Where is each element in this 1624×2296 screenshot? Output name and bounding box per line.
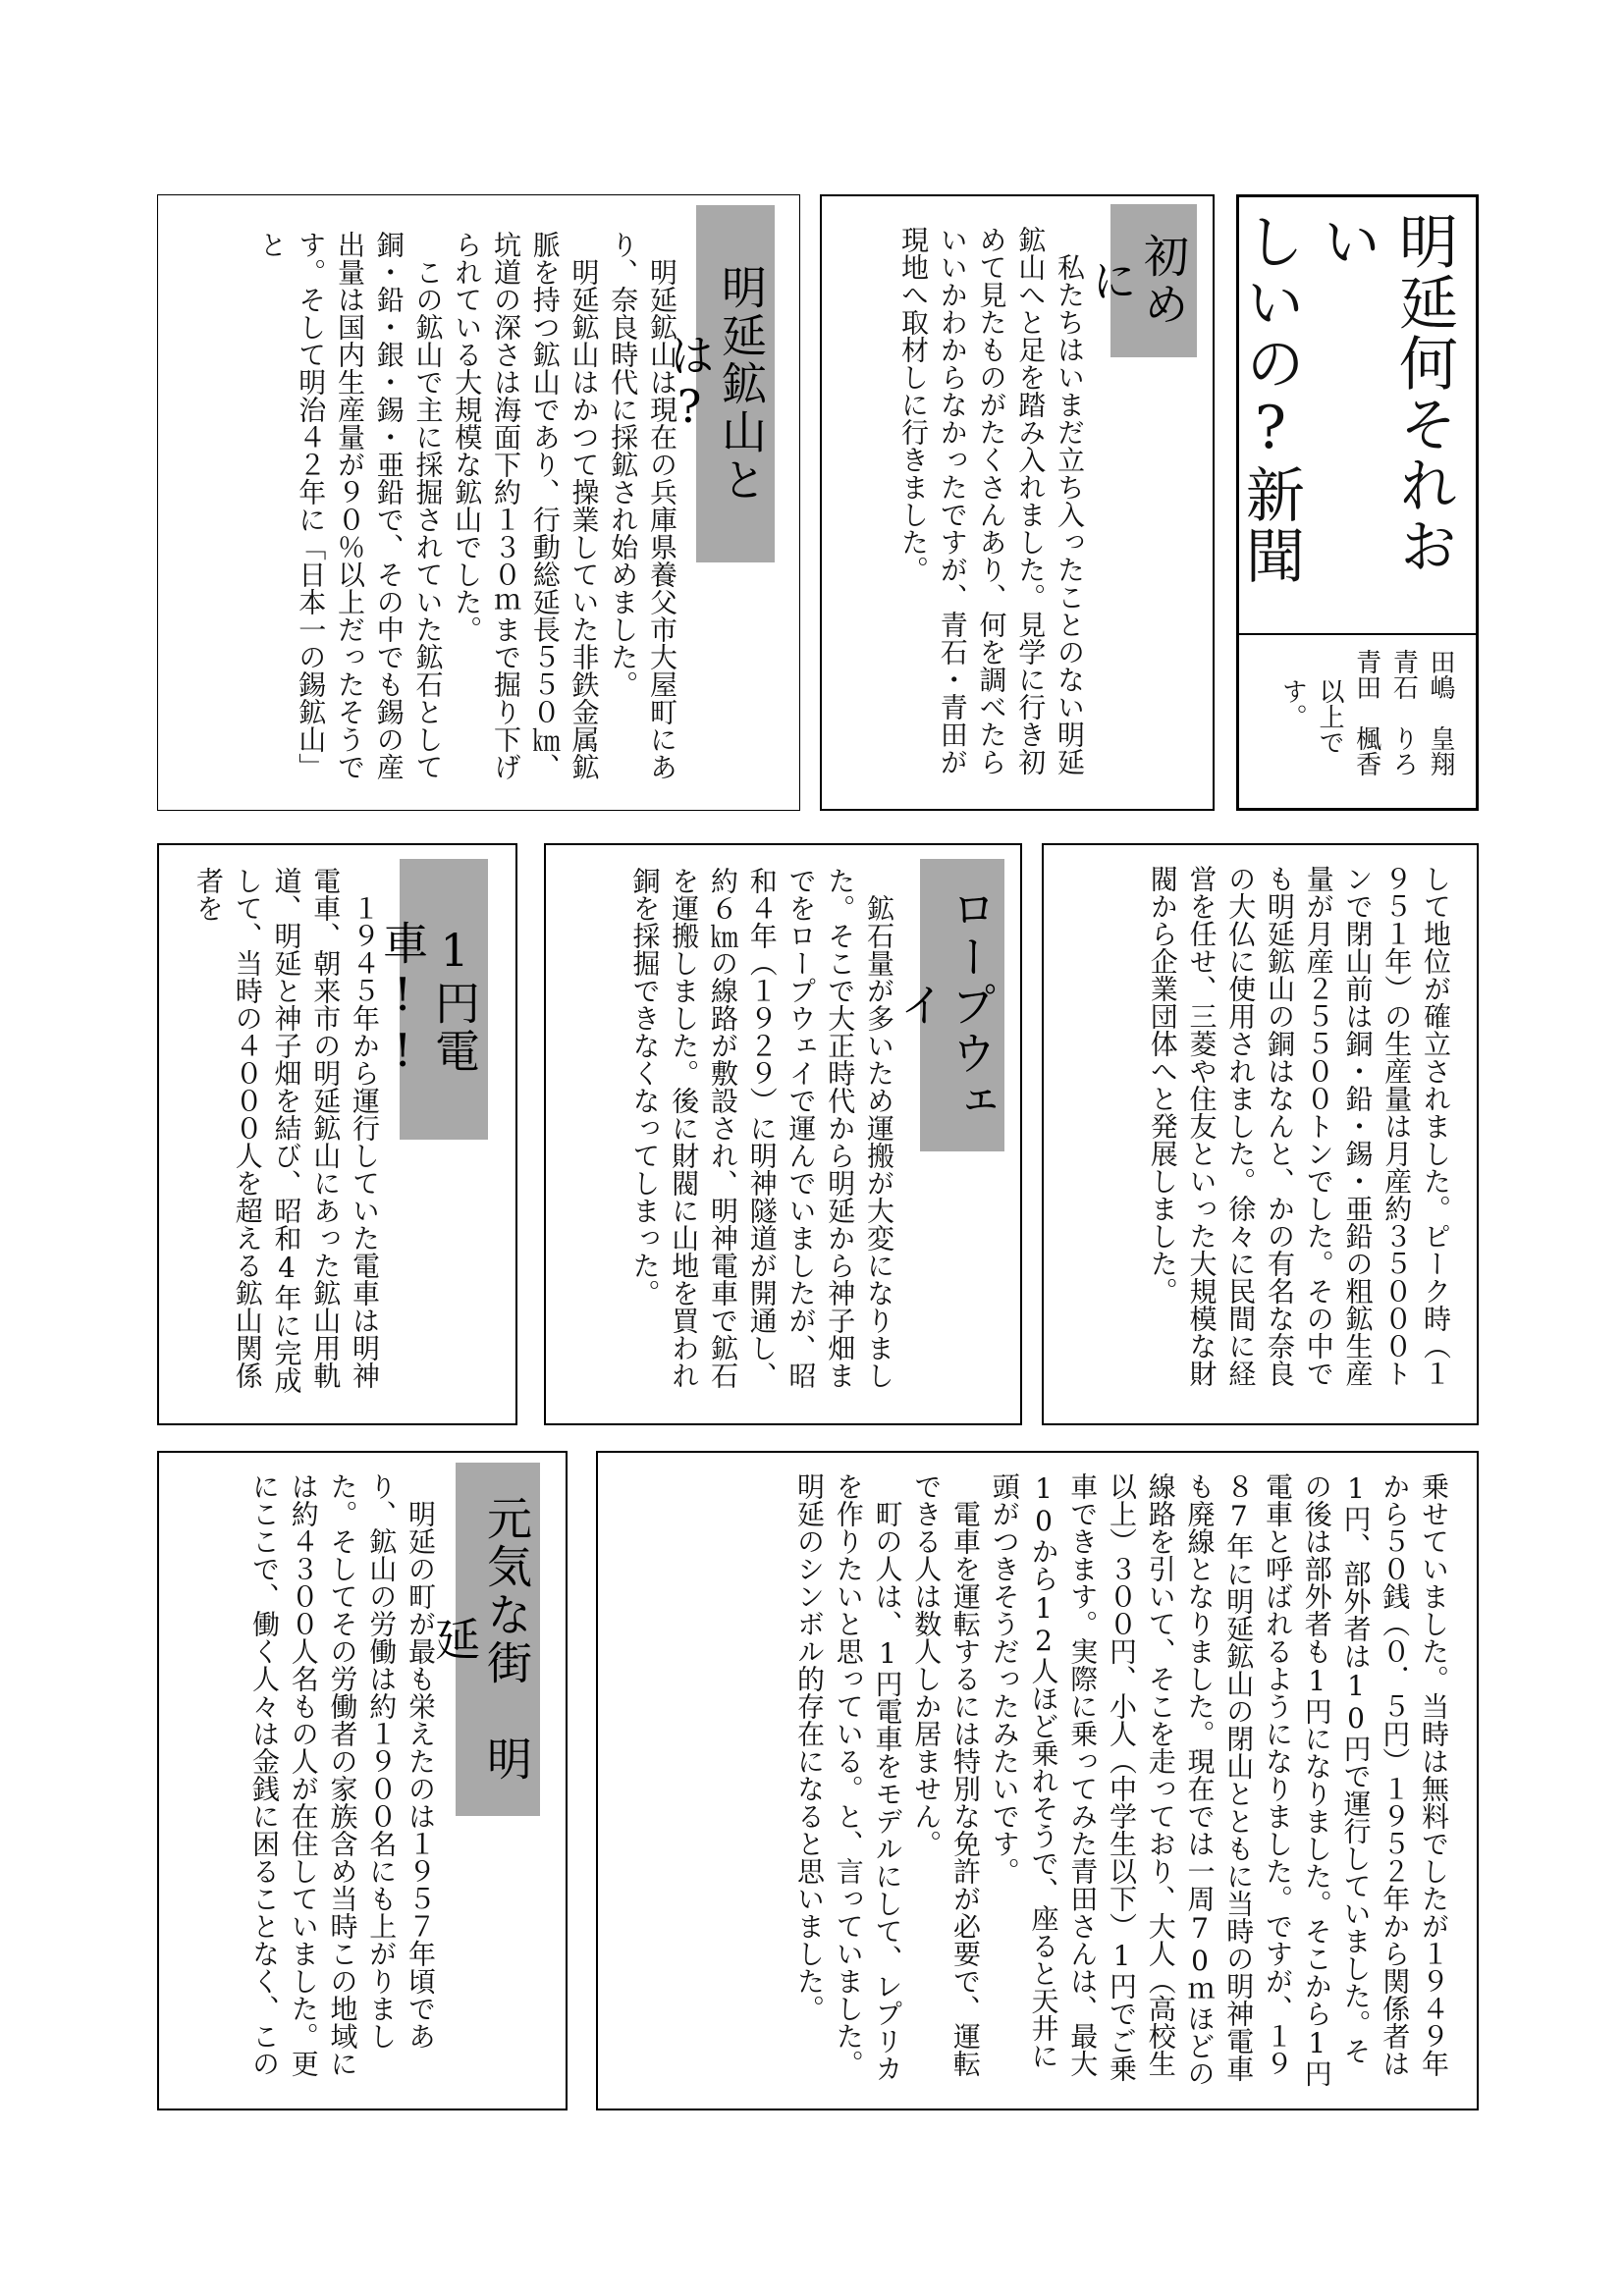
author-name: 青田 楓香 xyxy=(1351,649,1381,776)
ropeway-heading: ロープウェイ xyxy=(920,859,1004,1151)
ropeway-body xyxy=(625,867,898,1404)
author-name: 青石 りろ xyxy=(1388,649,1419,776)
newspaper-title-block xyxy=(1236,194,1479,811)
one-yen-train-heading: 1円電車!! xyxy=(400,859,488,1140)
title-line: 明延何それおい xyxy=(1313,211,1458,576)
intro-paragraph: 私たちはいまだ立ち入ったことのない明延鉱山へと足を踏み入れました。見学に行き初めて見たものがたくさんあり、何を調べたらいいかわからなかったですが、青石・青田が現地へ取材しに行きました。 xyxy=(897,226,1086,775)
about-paragraph: 明延鉱山は現在の兵庫県養父市大屋町にあり、奈良時代に採鉱され始めました。 xyxy=(607,231,678,780)
one-yen-train-continued-paragraph: 電車を運転するには特別な免許が必要で、運転できる人は数人しか居ません。 xyxy=(910,1472,982,2077)
author-closing: 以上です。 xyxy=(1277,678,1344,755)
about-paragraph: 明延鉱山はかつて操業していた非鉄金属鉱脈を持つ鉱山であり、行動総延長５５０㎞、坑道の深さは海面下約１３０ｍまで掘り下げられている大規模な鉱山でした。 xyxy=(451,231,601,780)
title-line: しいの?新聞 xyxy=(1236,211,1305,586)
ropeway-section xyxy=(544,843,1022,1425)
title-divider xyxy=(1239,633,1476,635)
one-yen-train-body xyxy=(189,867,384,1404)
one-yen-train-continued-section xyxy=(596,1451,1479,2110)
about-continued-section xyxy=(1042,843,1479,1425)
about-continued-paragraph: して地位が確立されました。ピーク時（１９５１年）の生産量は月産約３５０００トンで閉山前は銅・鉛・錫・亜鉛の粗鉱生産量が月産２５５００トンでした。その中でも明延鉱山の銅はなんと、かの有名な奈良の大仏に使用されました。徐々に民間に経営を任せ、三菱や住友といった大規模な財閥から企業団体へと発展しました。 xyxy=(1146,865,1452,1387)
ropeway-paragraph: 鉱石量が多いため運搬が大変になりました。そこで大正時代から明延から神子畑までをロープウェイで運んでいましたが、昭和４年（１９２９）に明神隧道が開通し、約６㎞の線路が敷設され、明神電車で鉱石を運搬しました。後に財閥に山地を買われ銅を採掘できなくなってしまった。 xyxy=(628,867,895,1389)
lively-town-section xyxy=(157,1451,568,2110)
one-yen-train-continued-body xyxy=(789,1472,1453,2089)
lively-town-heading: 元気な街 明延 xyxy=(456,1463,540,1816)
newspaper-title xyxy=(1232,211,1462,617)
about-paragraph: この鉱山で主に採掘されていた鉱石として銅・鉛・銀・錫・亜鉛で、その中でも錫の産出量は国内生産量が９０％以上だったそうです。そして明治４２年に「日本一の錫鉱山」と xyxy=(255,231,445,780)
intro-section xyxy=(820,194,1215,811)
intro-heading: 初めに xyxy=(1110,204,1197,357)
one-yen-train-continued-paragraph: 町の人は、1円電車をモデルにして、レプリカを作りたいと思っている。と、言っていました。明延のシンボル的存在になると思いました。 xyxy=(793,1472,904,2082)
one-yen-train-paragraph: １９４５年から運行していた電車は明神電車、朝来市の明延鉱山にあった鉱山用軌道、明延と神子畑を結び、昭和4年に完成して、当時の４０００人を超える鉱山関係者を xyxy=(192,867,381,1394)
author-name: 田嶋 皇翔 xyxy=(1426,649,1455,776)
one-yen-train-continued-paragraph: 乗せていました。当時は無料でしたが１９４９年から５０銭（０．５円）１９５２年から関係者は1円、部外者は10円で運行していました。その後は部外者も1円になりました。そこから1円電車と呼ばれるようになりました。ですが、１９８7年に明延鉱山の閉山とともに当時の明神電車も廃線となりました。現在では一周70ｍほどの線路を引いて、そこを走っており、大人（高校生以上）３００円、小人（中学生以下）1円でご乗車できます。実際に乗ってみた青田さんは、最大10から12人ほど乗れそうで、座ると天井に頭がつきそうだったみたいです。 xyxy=(988,1472,1450,2087)
lively-town-paragraph: 明延の町が最も栄えたのは１９５７年頃であり、鉱山の労働は約１９００名にも上がりました。そしてその労働者の家族含め当時この地域には約４３００人名もの人が在住していました。更にここで、働く人々は金銭に困ることなく、この xyxy=(248,1472,437,2077)
about-continued-body xyxy=(1143,865,1455,1404)
about-body xyxy=(252,231,681,790)
about-section xyxy=(157,194,800,811)
one-yen-train-section xyxy=(157,843,517,1425)
lively-town-body xyxy=(244,1472,440,2089)
author-list xyxy=(1273,649,1458,796)
intro-body xyxy=(893,226,1089,789)
about-heading: 明延鉱山とは? xyxy=(696,205,775,562)
